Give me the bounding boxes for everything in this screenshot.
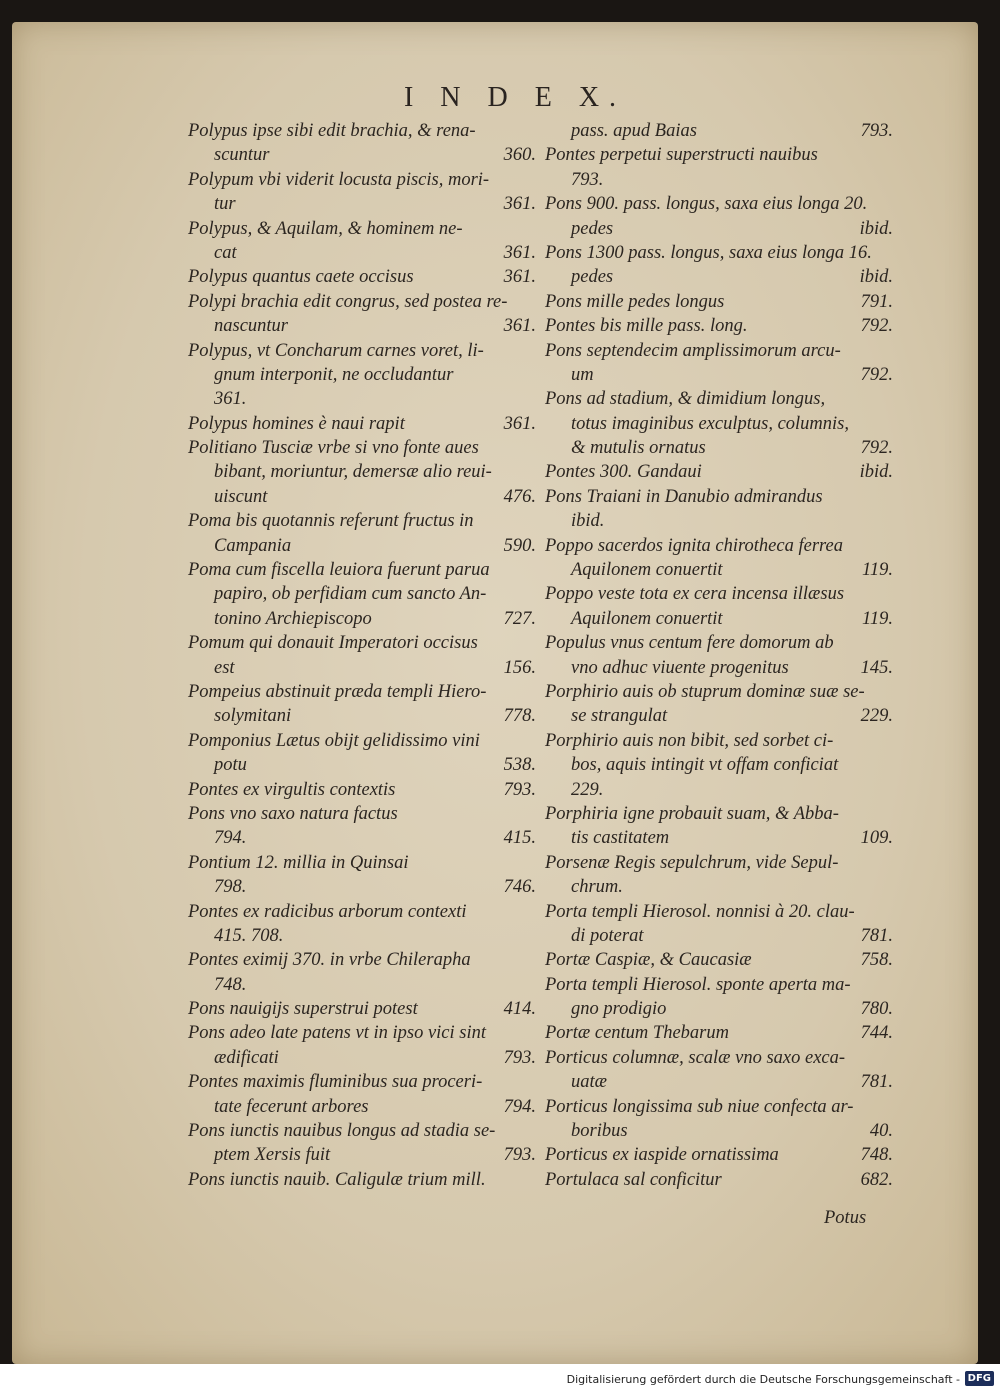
- entry-line: ptem Xersis fuit 793.: [188, 1143, 538, 1167]
- catchword: Potus: [824, 1208, 867, 1228]
- entry-line: cat 361.: [188, 241, 538, 265]
- page-reference: 145.: [860, 657, 893, 678]
- index-entry: [188, 1119, 538, 1168]
- index-entry: [188, 778, 538, 802]
- entry-line: Poma bis quotannis referunt fructus in: [188, 511, 474, 532]
- entry-line: Porta templi Hierosol. sponte aperta ma-: [545, 974, 851, 995]
- index-entry: [188, 412, 538, 436]
- entry-line: Portæ centum Thebarum 744.: [545, 1021, 895, 1045]
- entry-line: Pons 1300 pass. longus, saxa eius longa 16.: [545, 242, 872, 263]
- index-entry: [188, 265, 538, 289]
- entry-line: Poma cum fiscella leuiora fuerunt parua: [188, 560, 490, 581]
- index-entry: [545, 802, 895, 851]
- entry-line: nascuntur 361.: [188, 314, 538, 338]
- index-entry: [188, 729, 538, 778]
- entry-line: Politiano Tusciæ vrbe si vno fonte aues: [188, 438, 479, 459]
- index-entry: [545, 851, 895, 900]
- index-entry: [545, 119, 895, 143]
- index-column-left: [188, 119, 538, 1192]
- entry-line: Pontes 300. Gandaui ibid.: [545, 460, 895, 484]
- entry-line: vno adhuc viuente progenitus 145.: [545, 656, 895, 680]
- entry-line: 415. 708.: [214, 925, 284, 946]
- entry-line: Pontes ex virgultis contextis 793.: [188, 778, 538, 802]
- entry-line: scuntur 360.: [188, 143, 538, 167]
- entry-line: Porphiria igne probauit suam, & Abba-: [545, 803, 839, 824]
- entry-line: 748.: [214, 974, 247, 995]
- entry-line: Poppo sacerdos ignita chirotheca ferrea: [545, 535, 844, 556]
- page-reference: 361.: [503, 242, 536, 263]
- entry-line: Porta templi Hierosol. nonnisi à 20. clau-: [545, 901, 855, 922]
- entry-line: 793.: [571, 169, 604, 190]
- footer-credit: Digitalisierung gefördert durch die Deutsche Forschungsgemeinschaft -: [566, 1373, 960, 1386]
- entry-line: Pons nauigijs superstrui potest 414.: [188, 997, 538, 1021]
- entry-line: uatæ 781.: [545, 1070, 895, 1094]
- entry-line: & mutulis ornatus 792.: [545, 436, 895, 460]
- entry-line: tis castitatem 109.: [545, 826, 895, 850]
- page-reference: 361.: [503, 316, 536, 337]
- page-reference: 538.: [503, 755, 536, 776]
- index-entry: [545, 1143, 895, 1167]
- book-page: [12, 22, 978, 1364]
- page-reference: 748.: [860, 1145, 893, 1166]
- entry-line: 798. 746.: [188, 875, 538, 899]
- entry-line: Pons Traiani in Danubio admirandus: [545, 486, 823, 507]
- page-reference: 794.: [503, 1096, 536, 1117]
- entry-line: Pontes bis mille pass. long. 792.: [545, 314, 895, 338]
- index-entry: [545, 948, 895, 972]
- digitization-footer: [0, 1364, 1000, 1394]
- dfg-logo: DFG: [965, 1371, 994, 1386]
- entry-line: Porsenæ Regis sepulchrum, vide Sepul-: [545, 852, 839, 873]
- page-reference: 792.: [860, 316, 893, 337]
- entry-line: Pons ad stadium, & dimidium longus,: [545, 389, 826, 410]
- index-entry: [545, 485, 895, 534]
- index-entry: [188, 558, 538, 631]
- index-entry: [188, 1070, 538, 1119]
- entry-line: est 156.: [188, 656, 538, 680]
- index-entry: [545, 534, 895, 583]
- page-reference: 781.: [860, 1072, 893, 1093]
- entry-line: um 792.: [545, 363, 895, 387]
- page-reference: 778.: [503, 706, 536, 727]
- entry-line: bibant, moriuntur, demersæ alio reui-: [214, 462, 492, 483]
- index-entry: [188, 509, 538, 558]
- index-entry: [545, 1095, 895, 1144]
- index-entry: [545, 729, 895, 802]
- page-reference: 119.: [861, 560, 893, 581]
- entry-line: totus imaginibus exculptus, columnis,: [571, 413, 849, 434]
- entry-line: gno prodigio 780.: [545, 997, 895, 1021]
- entry-line: Porphirio auis ob stuprum dominæ suæ se-: [545, 681, 865, 702]
- entry-line: di poterat 781.: [545, 924, 895, 948]
- page-reference: 758.: [860, 950, 893, 971]
- index-entry: [545, 314, 895, 338]
- entry-line: Portulaca sal conficitur 682.: [545, 1168, 895, 1192]
- index-entry: [545, 387, 895, 460]
- entry-line: 229.: [571, 779, 604, 800]
- page-reference: 793.: [860, 121, 893, 141]
- entry-line: pedes ibid.: [545, 265, 895, 289]
- page-reference: 746.: [503, 877, 536, 898]
- index-entry: [545, 1168, 895, 1192]
- page-reference: 361.: [503, 194, 536, 215]
- page-reference: 109.: [860, 828, 893, 849]
- page-reference: 781.: [860, 925, 893, 946]
- entry-line: tur 361.: [188, 192, 538, 216]
- entry-line: Pons adeo late patens vt in ipso vici sint: [188, 1023, 487, 1044]
- entry-line: Polypus quantus caete occisus 361.: [188, 265, 538, 289]
- entry-line: gnum interponit, ne occludantur: [214, 364, 454, 385]
- page-reference: 792.: [860, 438, 893, 459]
- entry-line: Aquilonem conuertit 119.: [545, 607, 895, 631]
- index-entry: [188, 900, 538, 949]
- index-entry: [188, 290, 538, 339]
- entry-line: Pons iunctis nauibus longus ad stadia se-: [188, 1121, 496, 1142]
- entry-line: Polypus ipse sibi edit brachia, & rena-: [188, 121, 476, 141]
- entry-line: pass. apud Baias 793.: [545, 119, 895, 143]
- entry-line: Aquilonem conuertit 119.: [545, 558, 895, 582]
- entry-line: tate fecerunt arbores 794.: [188, 1095, 538, 1119]
- entry-line: chrum.: [571, 877, 623, 898]
- page-reference: 791.: [860, 291, 893, 312]
- index-entry: [545, 339, 895, 388]
- entry-line: Porticus longissima sub niue confecta ar-: [545, 1096, 854, 1117]
- page-reference: 119.: [861, 608, 893, 629]
- index-entry: [188, 997, 538, 1021]
- index-entry: [188, 851, 538, 900]
- index-entry: [188, 948, 538, 997]
- entry-line: Pontes perpetui superstructi nauibus: [545, 145, 818, 166]
- page-reference: 682.: [860, 1169, 893, 1190]
- index-entry: [188, 1021, 538, 1070]
- entry-line: Pontium 12. millia in Quinsai: [188, 852, 409, 873]
- index-entry: [545, 631, 895, 680]
- entry-line: se strangulat 229.: [545, 704, 895, 728]
- page-reference: 40.: [869, 1121, 893, 1142]
- page-reference: ibid.: [859, 462, 893, 483]
- entry-line: Porticus ex iaspide ornatissima 748.: [545, 1143, 895, 1167]
- entry-line: uiscunt 476.: [188, 485, 538, 509]
- page-title: I N D E X.: [403, 82, 627, 113]
- entry-line: ibid.: [571, 511, 605, 532]
- page-reference: 792.: [860, 364, 893, 385]
- entry-line: Portæ Caspiæ, & Caucasiæ 758.: [545, 948, 895, 972]
- index-entry: [188, 339, 538, 412]
- page-reference: ibid.: [859, 218, 893, 239]
- entry-line: Pons iunctis nauib. Caligulæ trium mill.: [188, 1169, 486, 1190]
- page-reference: 793.: [503, 779, 536, 800]
- page-reference: 590.: [503, 535, 536, 556]
- page-reference: 793.: [503, 1145, 536, 1166]
- entry-line: Pomum qui donauit Imperatori occisus: [188, 633, 478, 654]
- page-reference: 229.: [860, 706, 893, 727]
- entry-line: 361.: [214, 389, 247, 410]
- entry-line: Pons mille pedes longus 791.: [545, 290, 895, 314]
- entry-line: Pontes maximis fluminibus sua proceri-: [188, 1072, 483, 1093]
- page-reference: 361.: [503, 413, 536, 434]
- entry-line: Campania 590.: [188, 534, 538, 558]
- page-reference: 414.: [503, 999, 536, 1020]
- index-entry: [188, 680, 538, 729]
- entry-line: Pontes eximij 370. in vrbe Chilerapha: [188, 950, 471, 971]
- index-entry: [545, 973, 895, 1022]
- entry-line: Porticus columnæ, scalæ vno saxo exca-: [545, 1047, 846, 1068]
- index-entry: [188, 119, 538, 168]
- entry-line: potu 538.: [188, 753, 538, 777]
- index-entry: [545, 1021, 895, 1045]
- index-entry: [545, 900, 895, 949]
- entry-line: Polypus, & Aquilam, & hominem ne-: [188, 218, 463, 239]
- index-entry: [545, 143, 895, 192]
- index-entry: [545, 290, 895, 314]
- entry-line: Polypus, vt Concharum carnes voret, li-: [188, 340, 484, 361]
- index-entry: [188, 631, 538, 680]
- entry-line: Poppo veste tota ex cera incensa illæsus: [545, 584, 845, 605]
- entry-line: Polypus homines è naui rapit 361.: [188, 412, 538, 436]
- index-entry: [188, 1168, 538, 1192]
- entry-line: tonino Archiepiscopo 727.: [188, 607, 538, 631]
- index-entry: [545, 1046, 895, 1095]
- index-entry: [545, 680, 895, 729]
- index-entry: [545, 582, 895, 631]
- entry-line: Populus vnus centum fere domorum ab: [545, 633, 834, 654]
- page-reference: 360.: [503, 145, 536, 166]
- index-entry: [188, 802, 538, 851]
- page-reference: 156.: [503, 657, 536, 678]
- entry-line: Pomponius Lætus obijt gelidissimo vini: [188, 730, 480, 751]
- page-reference: ibid.: [859, 267, 893, 288]
- page-reference: 727.: [503, 608, 536, 629]
- entry-line: Pompeius abstinuit præda templi Hiero-: [188, 681, 487, 702]
- page-reference: 415.: [503, 828, 536, 849]
- entry-line: Polypi brachia edit congrus, sed postea re-: [188, 291, 508, 312]
- index-column-right: [545, 119, 895, 1192]
- entry-line: 794. 415.: [188, 826, 538, 850]
- page-reference: 476.: [503, 486, 536, 507]
- entry-line: Polypum vbi viderit locusta piscis, mori-: [188, 169, 490, 190]
- entry-line: ædificati 793.: [188, 1046, 538, 1070]
- index-entry: [188, 436, 538, 509]
- entry-line: Pons vno saxo natura factus: [188, 803, 398, 824]
- entry-line: solymitani 778.: [188, 704, 538, 728]
- index-entry: [545, 460, 895, 484]
- entry-line: papiro, ob perfidiam cum sancto An-: [214, 584, 487, 605]
- entry-line: Pontes ex radicibus arborum contexti: [188, 901, 467, 922]
- entry-line: bos, aquis intingit vt offam conficiat: [571, 755, 839, 776]
- index-entry: [545, 192, 895, 241]
- entry-line: Porphirio auis non bibit, sed sorbet ci-: [545, 730, 834, 751]
- index-entry: [545, 241, 895, 290]
- entry-line: Pons septendecim amplissimorum arcu-: [545, 340, 841, 361]
- entry-line: pedes ibid.: [545, 217, 895, 241]
- page-reference: 780.: [860, 999, 893, 1020]
- page-reference: 793.: [503, 1047, 536, 1068]
- index-entry: [188, 168, 538, 217]
- page-reference: 361.: [503, 267, 536, 288]
- page-reference: 744.: [860, 1023, 893, 1044]
- entry-line: Pons 900. pass. longus, saxa eius longa 20.: [545, 194, 868, 215]
- entry-line: boribus 40.: [545, 1119, 895, 1143]
- index-entry: [188, 217, 538, 266]
